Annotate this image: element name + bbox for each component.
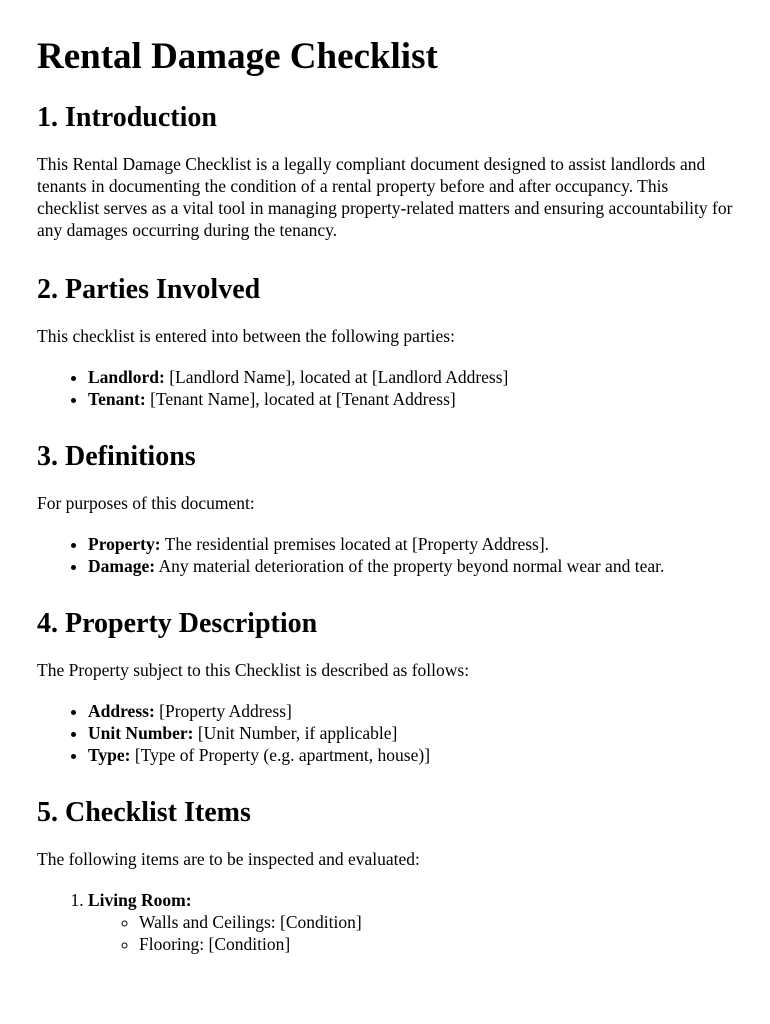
item-label: Property: bbox=[88, 534, 161, 554]
item-label: Unit Number: bbox=[88, 723, 194, 743]
parties-list bbox=[37, 366, 733, 410]
item-label: Address: bbox=[88, 701, 155, 721]
list-item bbox=[88, 533, 733, 555]
section-heading-property-description: 4. Property Description bbox=[37, 608, 318, 639]
section-heading-parties: 2. Parties Involved bbox=[37, 274, 261, 305]
definitions-list bbox=[37, 533, 733, 577]
item-value: Any material deterioration of the property beyond normal wear and tear. bbox=[158, 556, 665, 576]
list-item bbox=[88, 388, 733, 410]
checklist-paragraph: The following items are to be inspected and evaluated: bbox=[37, 849, 420, 869]
checklist-list bbox=[37, 889, 733, 955]
item-value: [Unit Number, if applicable] bbox=[197, 723, 398, 743]
item-value: The residential premises located at [Property Address]. bbox=[164, 534, 550, 554]
section-heading-introduction: 1. Introduction bbox=[37, 102, 217, 133]
property-list bbox=[37, 700, 733, 766]
item-label: Tenant: bbox=[88, 389, 146, 409]
section-heading-checklist-items: 5. Checklist Items bbox=[37, 797, 251, 828]
item-value: [Landlord Name], located at [Landlord Address] bbox=[169, 367, 509, 387]
definitions-paragraph: For purposes of this document: bbox=[37, 493, 255, 513]
item-value: [Tenant Name], located at [Tenant Address] bbox=[150, 389, 456, 409]
sub-list bbox=[88, 911, 733, 955]
sub-list-item: ◦ Flooring: [Condition] bbox=[139, 933, 733, 955]
item-value: [Property Address] bbox=[159, 701, 292, 721]
parties-paragraph: This checklist is entered into between the following parties: bbox=[37, 326, 455, 346]
section-heading-definitions: 3. Definitions bbox=[37, 441, 196, 472]
list-item bbox=[88, 555, 733, 577]
item-label: Landlord: bbox=[88, 367, 165, 387]
item-label: Damage: bbox=[88, 556, 156, 576]
list-item bbox=[88, 700, 733, 722]
list-item bbox=[88, 744, 733, 766]
item-value: [Type of Property (e.g. apartment, house)] bbox=[134, 745, 431, 765]
item-label: Living Room: bbox=[88, 890, 192, 910]
list-item bbox=[88, 722, 733, 744]
list-item bbox=[88, 889, 733, 955]
item-label: Type: bbox=[88, 745, 131, 765]
document-title: Rental Damage Checklist bbox=[37, 36, 438, 77]
sub-list-item: ◦ Walls and Ceilings: [Condition] bbox=[139, 911, 733, 933]
introduction-paragraph: This Rental Damage Checklist is a legally compliant document designed to assist landlords and tenants in documenting the condition of a rental property before and after occupancy. This checklist serves as a vital tool in managing property-related matters and ensuring accountability for any damages occurring during the tenancy. bbox=[37, 154, 733, 240]
list-item bbox=[88, 366, 733, 388]
property-paragraph: The Property subject to this Checklist is described as follows: bbox=[37, 660, 470, 680]
